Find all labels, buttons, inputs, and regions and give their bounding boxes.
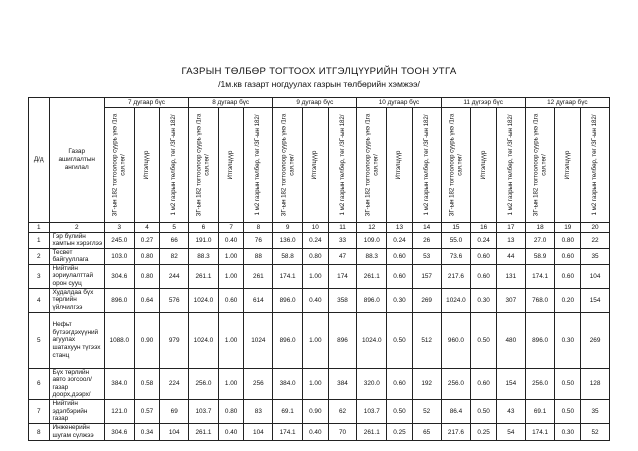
column-index: 14 — [412, 223, 441, 233]
coefficient-cell: 0.58 — [134, 368, 160, 399]
column-index: 5 — [160, 223, 189, 233]
row-number: 8 — [29, 424, 50, 441]
land-fee-table — [28, 97, 610, 441]
coefficient-cell: 0.60 — [387, 368, 413, 399]
fee-cell: 256 — [244, 368, 273, 399]
coefficient-cell: 1.00 — [302, 368, 328, 399]
base-price-cell: 109.0 — [357, 232, 387, 248]
coefficient-header-text: Итгэлцүүр — [395, 150, 403, 180]
base-price-header — [441, 108, 471, 223]
coefficient-cell: 0.30 — [387, 288, 413, 312]
fee-header-text: 1 м2 газрын төлбөр, төг /ЗГ-ын 182/ — [507, 114, 515, 216]
coefficient-cell: 0.64 — [134, 288, 160, 312]
row-number: 7 — [29, 400, 50, 424]
coefficient-cell: 0.40 — [302, 288, 328, 312]
base-price-cell: 768.0 — [525, 288, 555, 312]
base-price-cell: 86.4 — [441, 400, 471, 424]
document-subtitle: /1м.кв газарт ногдуулах газрын төлбөрийн хэмжээ/ — [218, 79, 420, 89]
fee-cell: 53 — [412, 248, 441, 264]
coefficient-cell: 0.80 — [218, 400, 244, 424]
column-index: 12 — [357, 223, 387, 233]
column-index: 16 — [471, 223, 497, 233]
coefficient-cell: 0.90 — [302, 400, 328, 424]
base-price-cell: 304.6 — [104, 264, 134, 288]
coefficient-cell: 0.50 — [471, 400, 497, 424]
column-index: 17 — [496, 223, 525, 233]
row-number: 3 — [29, 264, 50, 288]
base-price-cell: 27.0 — [525, 232, 555, 248]
fee-cell: 224 — [160, 368, 189, 399]
base-price-cell: 261.1 — [189, 424, 219, 441]
header-dd: Д/д — [29, 98, 50, 223]
coefficient-cell: 0.30 — [471, 288, 497, 312]
zone-header: 9 дугаар бүс — [273, 98, 357, 108]
table-row — [29, 288, 610, 312]
coefficient-cell: 1.00 — [302, 264, 328, 288]
table-row — [29, 424, 610, 441]
base-price-cell: 191.0 — [189, 232, 219, 248]
coefficient-cell: 0.60 — [471, 368, 497, 399]
column-index: 19 — [555, 223, 581, 233]
base-price-cell: 69.1 — [273, 400, 303, 424]
base-price-cell: 58.8 — [273, 248, 303, 264]
coefficient-cell: 0.80 — [134, 264, 160, 288]
coefficient-cell: 0.60 — [555, 248, 581, 264]
fee-header-text: 1 м2 газрын төлбөр, төг /ЗГ-ын 182/ — [170, 114, 178, 216]
coefficient-cell: 0.50 — [471, 312, 497, 368]
base-price-cell: 261.1 — [357, 264, 387, 288]
fee-cell: 69 — [160, 400, 189, 424]
coefficient-cell: 0.60 — [555, 264, 581, 288]
fee-cell: 22 — [581, 232, 610, 248]
base-price-cell: 103.0 — [104, 248, 134, 264]
zone-header: 10 дугаар бүс — [357, 98, 441, 108]
coefficient-header-text: Итгэлцүүр — [227, 150, 235, 180]
base-price-cell: 304.6 — [104, 424, 134, 441]
base-price-cell: 73.6 — [441, 248, 471, 264]
table-row — [29, 368, 610, 399]
base-price-cell: 960.0 — [441, 312, 471, 368]
row-number: 2 — [29, 248, 50, 264]
base-price-cell: 256.0 — [189, 368, 219, 399]
coefficient-cell: 1.00 — [218, 264, 244, 288]
coefficient-cell: 0.20 — [555, 288, 581, 312]
coefficient-cell: 0.25 — [471, 424, 497, 441]
base-price-header — [357, 108, 387, 223]
fee-cell: 104 — [160, 424, 189, 441]
coefficient-cell: 0.34 — [134, 424, 160, 441]
fee-cell: 157 — [412, 264, 441, 288]
coefficient-cell: 1.00 — [218, 312, 244, 368]
fee-cell: 47 — [328, 248, 357, 264]
table-row — [29, 264, 610, 288]
subheader-row — [29, 108, 610, 223]
fee-header — [496, 108, 525, 223]
fee-cell: 979 — [160, 312, 189, 368]
base-price-cell: 896.0 — [273, 288, 303, 312]
zone-header: 7 дугаар бүс — [104, 98, 188, 108]
coefficient-cell: 0.50 — [555, 368, 581, 399]
coefficient-cell: 0.60 — [471, 248, 497, 264]
fee-cell: 66 — [160, 232, 189, 248]
base-price-cell: 896.0 — [525, 312, 555, 368]
coefficient-cell: 1.00 — [302, 312, 328, 368]
coefficient-header — [387, 108, 413, 223]
fee-header-text: 1 м2 газрын төлбөр, төг /ЗГ-ын 182/ — [591, 114, 599, 216]
fee-header-text: 1 м2 газрын төлбөр, төг /ЗГ-ын 182/ — [338, 114, 346, 216]
base-price-cell: 69.1 — [525, 400, 555, 424]
row-number: 6 — [29, 368, 50, 399]
row-number: 1 — [29, 232, 50, 248]
coefficient-cell: 0.50 — [387, 400, 413, 424]
coefficient-cell: 0.50 — [555, 400, 581, 424]
fee-cell: 480 — [496, 312, 525, 368]
base-price-cell: 217.6 — [441, 424, 471, 441]
fee-cell: 358 — [328, 288, 357, 312]
base-price-header-text: ЗГ-ын 182 тогтоолоор суурь үнэ /1га сая.төг/ — [448, 113, 463, 217]
fee-cell: 26 — [412, 232, 441, 248]
column-index: 6 — [189, 223, 219, 233]
land-category-name: Инженерийн шугам сүлжээ — [49, 424, 104, 441]
fee-cell: 83 — [244, 400, 273, 424]
fee-cell: 76 — [244, 232, 273, 248]
fee-cell: 82 — [160, 248, 189, 264]
land-category-name: Худалдаа бүх төрлийн үйлчилгээ — [49, 288, 104, 312]
fee-cell: 154 — [581, 288, 610, 312]
land-category-name: Гэр бүлийн хамтын хэрэглээ — [49, 232, 104, 248]
column-index-row — [29, 223, 610, 233]
fee-cell: 269 — [412, 288, 441, 312]
base-price-header — [104, 108, 134, 223]
base-price-cell: 896.0 — [273, 312, 303, 368]
coefficient-cell: 0.90 — [134, 312, 160, 368]
coefficient-cell: 0.60 — [387, 264, 413, 288]
column-index: 8 — [244, 223, 273, 233]
base-price-header-text: ЗГ-ын 182 тогтоолоор суурь үнэ /1га сая.төг/ — [280, 113, 295, 217]
base-price-cell: 58.9 — [525, 248, 555, 264]
base-price-header — [525, 108, 555, 223]
fee-cell: 154 — [496, 368, 525, 399]
coefficient-cell: 0.60 — [218, 288, 244, 312]
base-price-header-text: ЗГ-ын 182 тогтоолоор суурь үнэ /1га сая.төг/ — [195, 113, 211, 217]
table-row — [29, 232, 610, 248]
fee-cell: 131 — [496, 264, 525, 288]
fee-cell: 614 — [244, 288, 273, 312]
base-price-cell: 174.1 — [525, 264, 555, 288]
coefficient-cell: 1.00 — [218, 368, 244, 399]
fee-cell: 244 — [160, 264, 189, 288]
base-price-cell: 174.1 — [273, 424, 303, 441]
coefficient-cell: 0.24 — [302, 232, 328, 248]
column-index: 20 — [581, 223, 610, 233]
coefficient-header — [471, 108, 497, 223]
column-index: 18 — [525, 223, 555, 233]
fee-cell: 261 — [244, 264, 273, 288]
base-price-cell: 55.0 — [441, 232, 471, 248]
fee-cell: 70 — [328, 424, 357, 441]
coefficient-cell: 1.00 — [218, 248, 244, 264]
fee-cell: 88 — [244, 248, 273, 264]
fee-cell: 174 — [328, 264, 357, 288]
table-row — [29, 248, 610, 264]
coefficient-header-text: Итгэлцүүр — [564, 150, 571, 180]
land-category-name: Нийтийн зориулалттай орон сууц — [49, 264, 104, 288]
zone-header: 12 дугаар бүс — [525, 98, 609, 108]
base-price-cell: 1024.0 — [441, 288, 471, 312]
fee-cell: 1024 — [244, 312, 273, 368]
coefficient-cell: 0.60 — [387, 248, 413, 264]
column-index: 13 — [387, 223, 413, 233]
fee-cell: 52 — [412, 400, 441, 424]
fee-header — [244, 108, 273, 223]
coefficient-cell: 0.50 — [387, 312, 413, 368]
land-category-name: Тесвет байгууллага — [49, 248, 104, 264]
column-index: 4 — [134, 223, 160, 233]
coefficient-cell: 0.60 — [471, 264, 497, 288]
row-number: 4 — [29, 288, 50, 312]
table-row — [29, 400, 610, 424]
base-price-cell: 245.0 — [104, 232, 134, 248]
base-price-header — [273, 108, 303, 223]
base-price-header-text: ЗГ-ын 182 тогтоолоор суурь үнэ /1га сая.төг/ — [364, 113, 379, 217]
coefficient-header — [134, 108, 160, 223]
coefficient-cell: 0.80 — [134, 248, 160, 264]
base-price-cell: 1088.0 — [104, 312, 134, 368]
fee-cell: 44 — [496, 248, 525, 264]
base-price-cell: 261.1 — [357, 424, 387, 441]
fee-cell: 192 — [412, 368, 441, 399]
fee-cell: 35 — [581, 248, 610, 264]
row-number: 5 — [29, 312, 50, 368]
base-price-cell: 88.3 — [357, 248, 387, 264]
base-price-cell: 261.1 — [189, 264, 219, 288]
fee-cell: 62 — [328, 400, 357, 424]
document-title: ГАЗРЫН ТӨЛБӨР ТОГТООХ ИТГЭЛЦҮҮРИЙН ТООН УТГА — [181, 66, 457, 77]
fee-cell: 65 — [412, 424, 441, 441]
base-price-cell: 896.0 — [104, 288, 134, 312]
base-price-cell: 103.7 — [357, 400, 387, 424]
fee-cell: 54 — [496, 424, 525, 441]
column-index: 9 — [273, 223, 303, 233]
column-index: 2 — [49, 223, 104, 233]
land-category-name: Нийтийн эдэлбэрийн газар — [49, 400, 104, 424]
base-price-cell: 103.7 — [189, 400, 219, 424]
fee-cell: 104 — [581, 264, 610, 288]
table-row — [29, 312, 610, 368]
zone-header: 11 дүгээр бүс — [441, 98, 525, 108]
fee-cell: 269 — [581, 312, 610, 368]
base-price-header — [189, 108, 219, 223]
fee-header-text: 1 м2 газрын төлбөр, төг /ЗГ-ын 182/ — [422, 114, 430, 216]
coefficient-cell: 0.30 — [555, 312, 581, 368]
fee-cell: 307 — [496, 288, 525, 312]
fee-header — [328, 108, 357, 223]
fee-header-text: 1 м2 газрын төлбөр, төг /ЗГ-ын 182/ — [254, 114, 262, 216]
coefficient-header-text: Итгэлцүүр — [479, 150, 487, 180]
base-price-cell: 174.1 — [273, 264, 303, 288]
coefficient-cell: 0.25 — [387, 424, 413, 441]
fee-header — [581, 108, 610, 223]
fee-cell: 576 — [160, 288, 189, 312]
base-price-header-text: ЗГ-ын 182 тогтоолоор суурь үнэ /1га сая.төг/ — [532, 113, 548, 217]
coefficient-cell: 0.40 — [302, 424, 328, 441]
land-category-name: Нефьт бүтээгдэхүүний агуулах шатахуун түгээх станц — [49, 312, 104, 368]
base-price-cell: 896.0 — [357, 288, 387, 312]
coefficient-cell: 0.30 — [555, 424, 581, 441]
base-price-cell: 1024.0 — [357, 312, 387, 368]
fee-cell: 33 — [328, 232, 357, 248]
column-index: 3 — [104, 223, 134, 233]
base-price-cell: 384.0 — [273, 368, 303, 399]
zone-header-row — [29, 98, 610, 108]
coefficient-cell: 0.27 — [134, 232, 160, 248]
base-price-cell: 88.3 — [189, 248, 219, 264]
fee-header — [412, 108, 441, 223]
fee-cell: 104 — [244, 424, 273, 441]
coefficient-cell: 0.80 — [302, 248, 328, 264]
fee-cell: 13 — [496, 232, 525, 248]
coefficient-cell: 0.80 — [555, 232, 581, 248]
header-category: Газар ашиглалтын ангилал — [49, 98, 104, 223]
column-index: 11 — [328, 223, 357, 233]
base-price-cell: 121.0 — [104, 400, 134, 424]
coefficient-cell: 0.40 — [218, 424, 244, 441]
base-price-cell: 384.0 — [104, 368, 134, 399]
base-price-cell: 1024.0 — [189, 312, 219, 368]
base-price-cell: 256.0 — [525, 368, 555, 399]
fee-cell: 128 — [581, 368, 610, 399]
coefficient-header — [302, 108, 328, 223]
coefficient-cell: 0.24 — [471, 232, 497, 248]
land-category-name: Бүх төрлийн авто зогсоол/ газар доорх,дээрх/ — [49, 368, 104, 399]
coefficient-cell: 0.57 — [134, 400, 160, 424]
coefficient-cell: 0.40 — [218, 232, 244, 248]
fee-header — [160, 108, 189, 223]
fee-cell: 35 — [581, 400, 610, 424]
column-index: 15 — [441, 223, 471, 233]
coefficient-header-text: Итгэлцүүр — [311, 150, 319, 180]
column-index: 10 — [302, 223, 328, 233]
base-price-cell: 256.0 — [441, 368, 471, 399]
column-index: 7 — [218, 223, 244, 233]
base-price-cell: 320.0 — [357, 368, 387, 399]
base-price-cell: 136.0 — [273, 232, 303, 248]
fee-cell: 896 — [328, 312, 357, 368]
column-index: 1 — [29, 223, 50, 233]
fee-cell: 43 — [496, 400, 525, 424]
zone-header: 8 дугаар бүс — [189, 98, 273, 108]
base-price-header-text: ЗГ-ын 182 тогтоолоор суурь үнэ /1га сая.төг/ — [111, 113, 127, 217]
coefficient-header-text: Итгэлцүүр — [143, 150, 151, 180]
fee-cell: 384 — [328, 368, 357, 399]
fee-cell: 52 — [581, 424, 610, 441]
coefficient-header — [218, 108, 244, 223]
coefficient-header — [555, 108, 581, 223]
base-price-cell: 174.1 — [525, 424, 555, 441]
fee-cell: 512 — [412, 312, 441, 368]
base-price-cell: 217.6 — [441, 264, 471, 288]
coefficient-cell: 0.24 — [387, 232, 413, 248]
base-price-cell: 1024.0 — [189, 288, 219, 312]
